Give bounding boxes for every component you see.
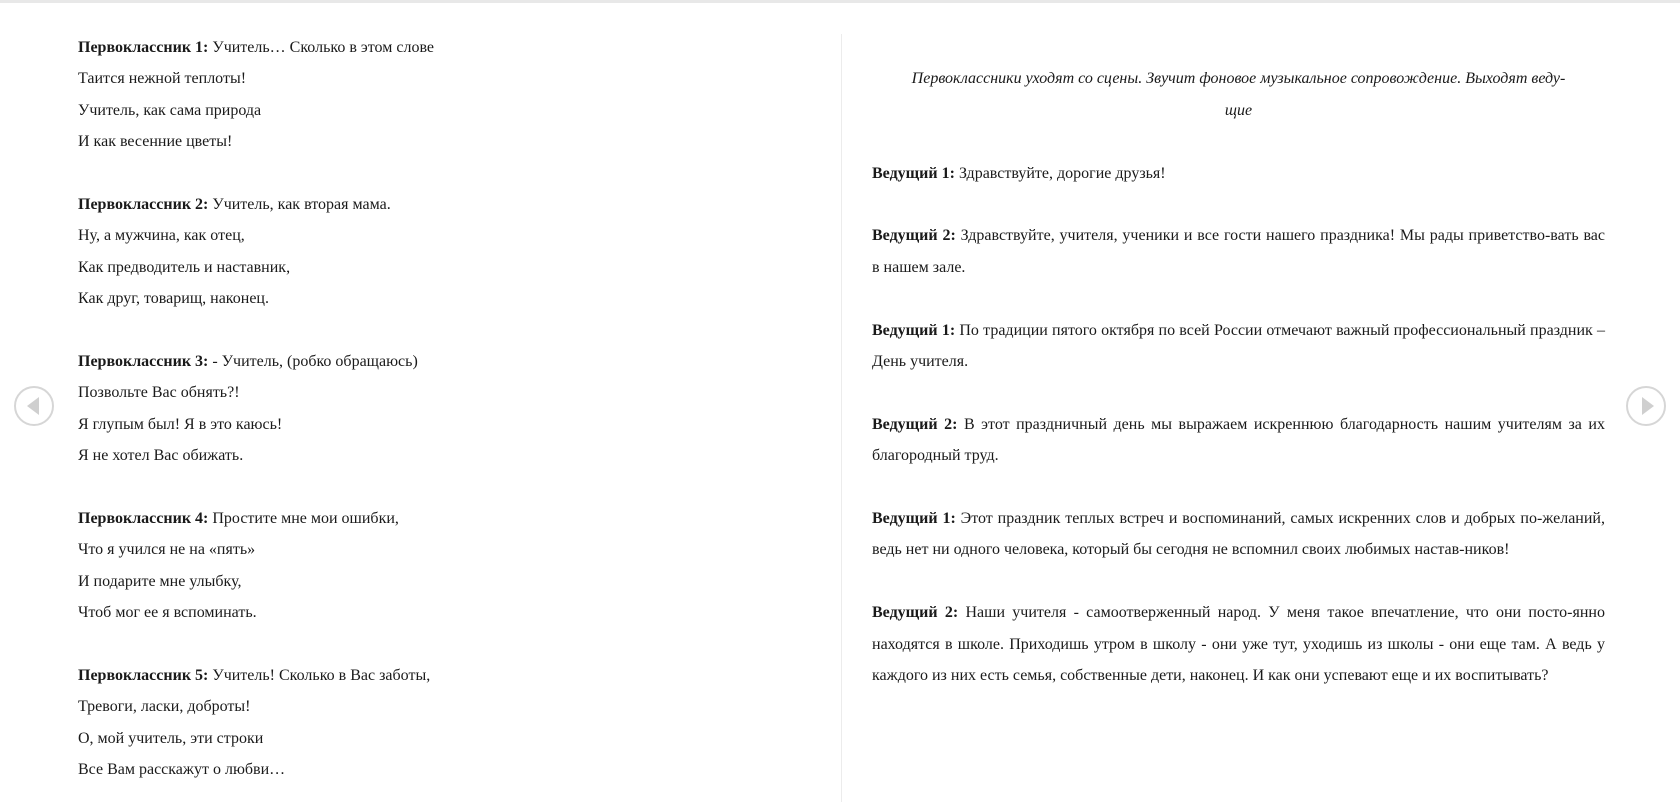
verse-line: Учитель, как сама природа: [78, 101, 262, 119]
dialogue-text: Этот праздник теплых встреч и воспоминаний, самых искренних слов и добрых по-желаний, ведь нет ни одного человека, который бы сегодня не вспомнил своих любимых настав-ников!: [872, 509, 1605, 559]
stanza-gap: [78, 158, 798, 189]
right-page: [872, 32, 1605, 691]
verse-line: Я глупым был! Я в это каюсь!: [78, 415, 283, 433]
dialogue-paragraph: [872, 503, 1605, 566]
stanza-first-line: [78, 32, 798, 63]
speaker-label: Ведущий 1:: [872, 509, 956, 527]
chevron-left-icon: [27, 397, 39, 415]
stage-direction: [872, 63, 1605, 126]
left-page: [78, 32, 798, 785]
dialogue-text: По традиции пятого октября по всей России отмечают важный профессиональный праздник – День учителя.: [872, 321, 1605, 370]
next-page-button[interactable]: [1626, 386, 1666, 426]
speaker-label: Первоклассник 4:: [78, 509, 209, 527]
stanza-first-line: [78, 503, 798, 534]
speaker-label: Ведущий 2:: [872, 227, 956, 245]
speaker-label: Первоклассник 1:: [78, 39, 209, 56]
dialogue-paragraph: [872, 158, 1605, 189]
previous-page-button[interactable]: [14, 386, 54, 426]
verse-line: Как друг, товарищ, наконец.: [78, 290, 269, 308]
stage-direction-line: Первоклассники уходят со сцены. Звучит фоновое музыкальное сопровождение. Выходят веду-: [911, 70, 1566, 88]
dialogue-paragraph: [872, 597, 1605, 691]
dialogue-paragraph: [872, 409, 1605, 472]
stanza-first-line: [78, 660, 798, 691]
speaker-label: Ведущий 2:: [872, 415, 958, 433]
dialogue-text: Здравствуйте, дорогие друзья!: [954, 164, 1166, 182]
speaker-label: Ведущий 2:: [872, 604, 959, 622]
verse-line: Таится нежной теплоты!: [78, 70, 247, 88]
dialogue-text: Наши учителя - самоотверженный народ. У меня такое впечатление, что они посто-янно находятся в школе. Приходишь утром в школу - они уже тут, уходишь из школы - они еще там. А ведь у каждого из них есть семья, собственные дети, наконец. И как они успевают еще и их воспитывать?: [872, 604, 1605, 684]
stanza: [78, 32, 798, 158]
verse-text: - Учитель, (робко обращаюсь): [208, 352, 418, 370]
paragraph-gap: [872, 283, 1605, 314]
verse-line: Ну, а мужчина, как отец,: [78, 227, 245, 245]
dialogue-paragraph: [872, 220, 1605, 283]
verse-line: Чтоб мог ее я вспоминать.: [78, 604, 257, 622]
paragraph-gap: [872, 189, 1605, 220]
page-divider: [841, 34, 842, 802]
verse-text: Учитель, как вторая мама.: [208, 195, 391, 213]
verse-text: Учитель… Сколько в этом слове: [208, 39, 435, 56]
speaker-label: Ведущий 1:: [872, 321, 956, 339]
stanza-gap: [78, 471, 798, 502]
verse-line: И как весенние цветы!: [78, 133, 233, 151]
speaker-label: Первоклассник 3:: [78, 352, 209, 370]
stanza-gap: [78, 315, 798, 346]
stanza-gap: [78, 628, 798, 659]
speaker-label: Первоклассник 5:: [78, 666, 209, 684]
chevron-right-icon: [1642, 397, 1654, 415]
paragraph-gap: [872, 377, 1605, 408]
speaker-label: Ведущий 1:: [872, 164, 955, 182]
dialogue-paragraph: [872, 315, 1605, 378]
verse-line: И подарите мне улыбку,: [78, 572, 242, 590]
verse-line: Я не хотел Вас обижать.: [78, 447, 244, 465]
dialogue-text: Здравствуйте, учителя, ученики и все гости нашего праздника! Мы рады приветство-вать вас в нашем зале.: [872, 227, 1606, 276]
stage-direction-line: щие: [1224, 101, 1253, 119]
stanza: [78, 660, 798, 786]
stanza-first-line: [78, 189, 798, 220]
verse-text: Учитель! Сколько в Вас заботы,: [208, 666, 431, 684]
stanza-first-line: [78, 346, 798, 377]
stanza: [78, 189, 798, 315]
top-border: [0, 0, 1680, 3]
verse-line: Что я учился не на «пять»: [78, 541, 256, 559]
paragraph-gap: [872, 472, 1605, 503]
verse-line: Позвольте Вас обнять?!: [78, 384, 240, 402]
verse-line: Тревоги, ласки, доброты!: [78, 698, 251, 716]
stanza: [78, 346, 798, 472]
verse-line: Как предводитель и наставник,: [78, 258, 291, 276]
paragraph-gap: [872, 126, 1605, 157]
verse-line: О, мой учитель, эти строки: [78, 729, 264, 747]
stanza: [78, 503, 798, 629]
dialogue-text: В этот праздничный день мы выражаем искреннюю благодарность нашим учителям за их благородный труд.: [872, 415, 1605, 465]
verse-text: Простите мне мои ошибки,: [208, 509, 399, 527]
paragraph-gap: [872, 566, 1605, 597]
speaker-label: Первоклассник 2:: [78, 195, 209, 213]
verse-line: Все Вам расскажут о любви…: [78, 760, 286, 778]
